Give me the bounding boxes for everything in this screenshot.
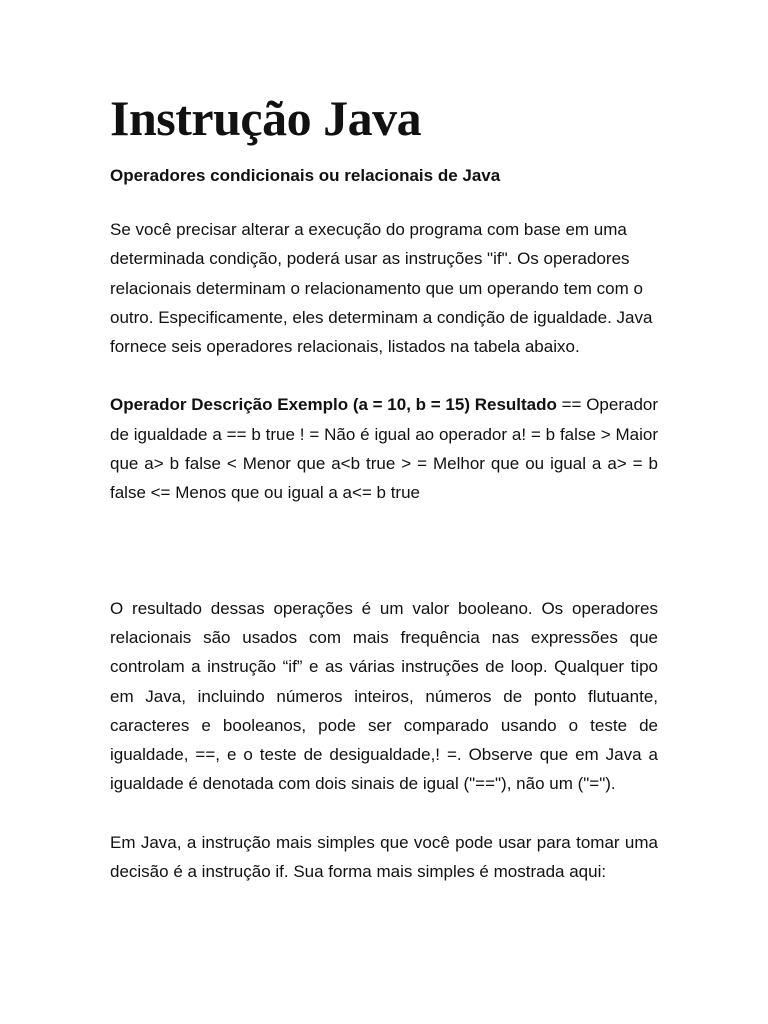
document-page: [110, 88, 658, 886]
operators-table-text: [110, 390, 658, 507]
document-title: Instrução Java: [110, 90, 422, 146]
operators-table-body: == Operador de igualdade a == b true ! = Não é igual ao operador a! = b false > Maior que a> b false < Menor que a<b true > = Melhor que ou igual a a> = b false <= Menos que ou igual a a<= b true: [110, 395, 659, 503]
result-paragraph: O resultado dessas operações é um valor booleano. Os operadores relacionais são usados com mais frequência nas expressões que controlam a instrução “if” e as várias instruções de loop. Qualquer tipo em Java, incluindo números inteiros, números de ponto flutuante, caracteres e booleanos, pode ser comparado usando o teste de igualdade, ==, e o teste de desigualdade,! =. Observe que em Java a igualdade é denotada com dois sinais de igual ("=="), não um ("=").: [110, 598, 658, 794]
if-statement-paragraph: Em Java, a instrução mais simples que você pode usar para tomar uma decisão é a instrução if. Sua forma mais simples é mostrada aqui:: [110, 832, 658, 882]
section-subtitle: Operadores condicionais ou relacionais de Java: [110, 166, 501, 185]
operators-table-header: Operador Descrição Exemplo (a = 10, b = 15) Resultado: [110, 395, 557, 415]
intro-paragraph: Se você precisar alterar a execução do programa com base em uma determinada condição, poderá usar as instruções "if". Os operadores relacionais determinam o relacionamento que um operando tem com o outro. Especificamente, eles determinam a condição de igualdade. Java fornece seis operadores relacionais, listados na tabela abaixo.: [110, 220, 653, 357]
